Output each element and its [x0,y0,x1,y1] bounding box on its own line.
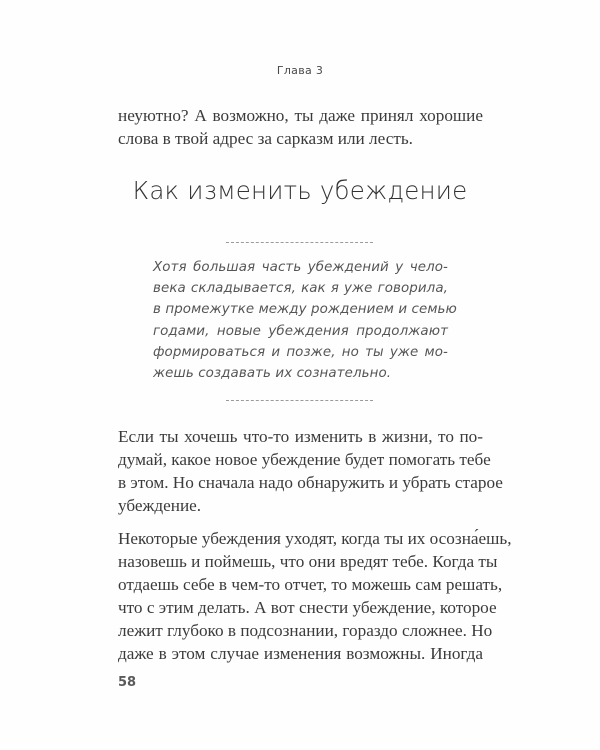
text-line: даже в этом случае изменения возможны. Иногда [118,644,483,663]
running-head: Глава 3 [276,64,324,77]
dashed-divider-bottom [226,400,373,401]
text-line: лежит глубоко в подсознании, гораздо сложнее. Но [118,621,493,640]
text-line: отдаешь себе в чем-то отчет, то можешь сам решать, [118,575,503,594]
callout-line: века складывается, как я уже говорила, [153,281,448,297]
paragraph-2 [118,527,512,665]
text-line: назовешь и поймешь, что они вредят тебе. Когда ты [118,552,498,571]
continuation-paragraph [118,104,483,150]
dashed-divider-top [226,242,373,243]
text-line: думай, какое новое убеждение будет помогать тебе [118,450,491,469]
text-line: слова в твой адрес за сарказм или лесть. [118,129,413,148]
section-heading: Как изменить убеждение [132,176,468,205]
callout-line: жешь создавать их сознательно. [153,365,392,381]
callout-line: в промежутке между рождением и семью [153,302,457,318]
text-line: неуютно? А возможно, ты даже принял хорошие [118,106,483,125]
callout-quote [153,257,457,384]
text-line: Некоторые убеждения уходят, когда ты их осозна́ешь, [118,529,512,548]
text-line: Если ты хочешь что-то изменить в жизни, то по- [118,427,483,446]
callout-line: Хотя большая часть убеждений у чело- [153,260,448,275]
page-number: 58 [118,675,137,690]
text-line: что с этим делать. А вот снести убеждение, которое [118,598,497,617]
paragraph-1 [118,425,503,517]
callout-line: годами, новые убеждения продолжают [153,323,448,339]
callout-line: формироваться и позже, но ты уже мо- [153,344,448,360]
text-line: в этом. Но сначала надо обнаружить и убрать старое [118,473,503,492]
text-line: убеждение. [118,496,202,515]
